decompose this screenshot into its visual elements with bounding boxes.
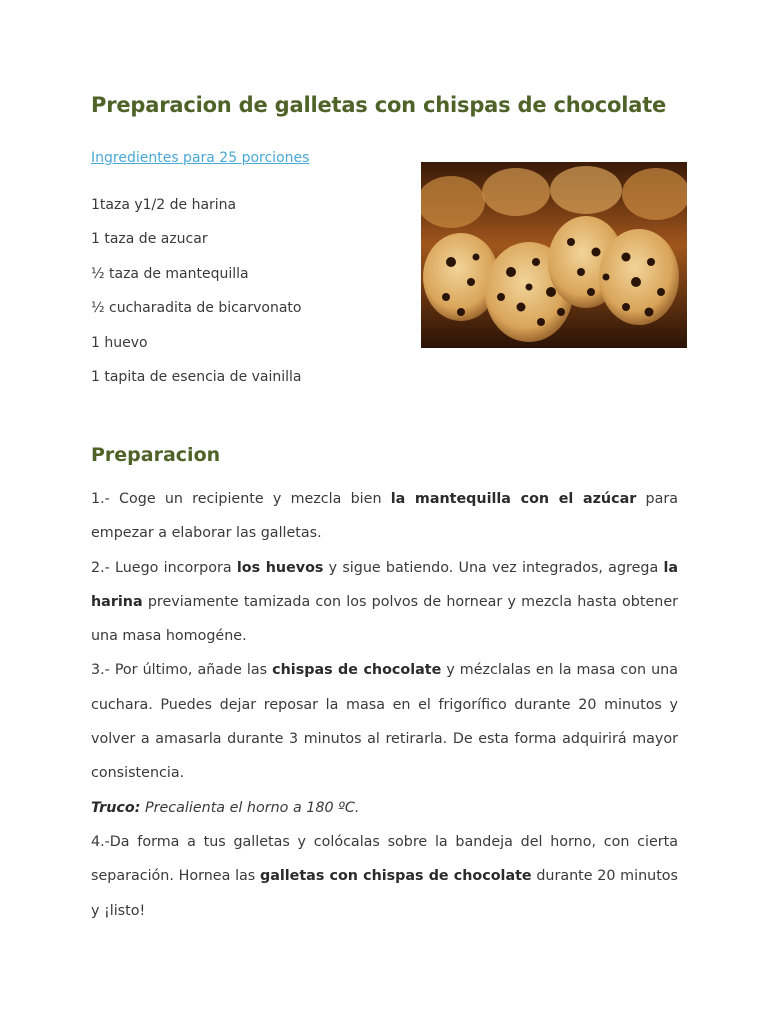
cookies-photo — [421, 162, 687, 348]
step-1: 1.- Coge un recipiente y mezcla bien la mantequilla con el azúcar para empezar a elaborar las galletas. — [91, 491, 678, 542]
cookies-illustration — [421, 162, 687, 348]
ingredient-item: ½ cucharadita de bicarvonato — [91, 300, 302, 317]
preparation-heading: Preparacion — [91, 444, 221, 466]
tip: Truco: Precalienta el horno a 180 ºC. — [91, 799, 360, 816]
ingredients-heading-link[interactable]: Ingredientes para 25 porciones — [91, 150, 310, 166]
ingredient-item: 1 tapita de esencia de vainilla — [91, 369, 302, 386]
step-3: 3.- Por último, añade las chispas de chocolate y mézclalas en la masa con una cuchara. Puedes dejar reposar la masa en el frigorífico durante 20 minutos y volver a amasarla durante 3 minutos al retirarla. De esta forma adquirirá mayor consistencia. — [91, 662, 678, 782]
preparation-steps — [91, 482, 678, 928]
ingredient-item: 1 taza de azucar — [91, 231, 208, 248]
ingredient-item: 1 huevo — [91, 334, 148, 351]
ingredient-item: ½ taza de mantequilla — [91, 265, 249, 282]
ingredient-item: 1taza y1/2 de harina — [91, 197, 237, 213]
document-title: Preparacion de galletas con chispas de chocolate — [91, 93, 667, 117]
step-2: 2.- Luego incorpora los huevos y sigue batiendo. Una vez integrados, agrega la harina previamente tamizada con los polvos de hornear y mezcla hasta obtener una masa homogéne. — [91, 559, 678, 645]
ingredients-list — [91, 188, 302, 394]
step-4: 4.-Da forma a tus galletas y colócalas sobre la bandeja del horno, con cierta separación. Hornea las galletas con chispas de chocolate durante 20 minutos y ¡listo! — [91, 833, 679, 919]
